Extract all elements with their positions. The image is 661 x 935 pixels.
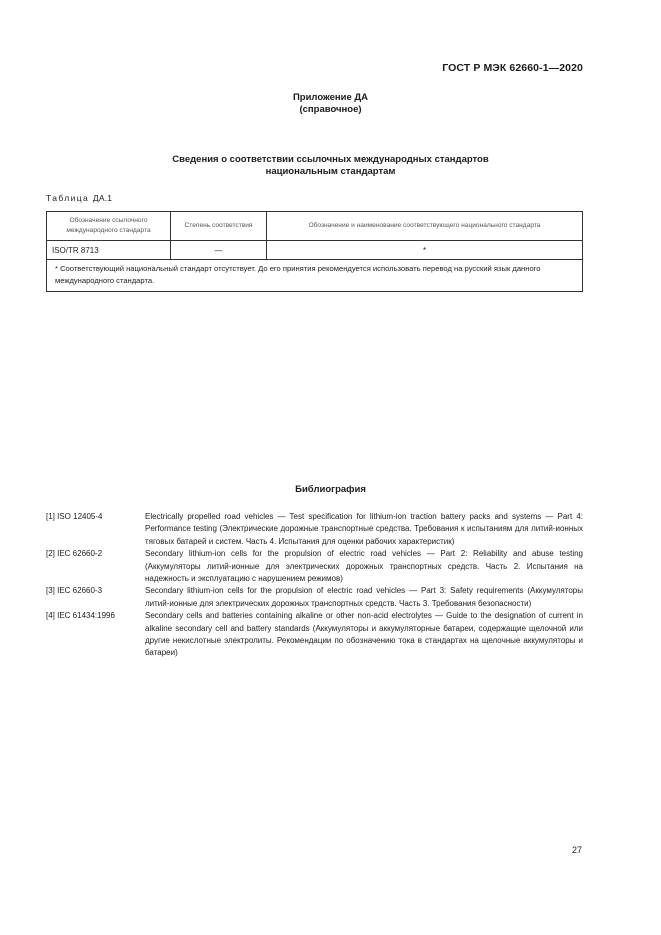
table-caption-number: ДА.1 xyxy=(92,193,113,203)
table-note: * Соответствующий национальный стандарт отсутствует. До его принятия рекомендуется использовать перевод на русский язык данного международного стандарта. xyxy=(47,260,583,292)
appendix-heading xyxy=(0,92,661,116)
bibliography-text: Secondary lithium-ion cells for the propulsion of electric road vehicles — Part 2: Reliability and abuse testing (Аккумуляторы литий-ионные для электрических дорожных транспортных средств. Часть 2. Испытания на надежность и эксплуатацию с нарушением режимов) xyxy=(145,549,583,584)
section-title xyxy=(0,154,661,178)
table-header-cell: Степень соответствия xyxy=(171,212,267,241)
bibliography-ref: [1] ISO 12405-4 xyxy=(46,512,103,521)
appendix-subtitle: (справочное) xyxy=(299,104,362,115)
document-number: ГОСТ Р МЭК 62660-1—2020 xyxy=(442,62,583,74)
table-row xyxy=(47,241,583,260)
table-caption-label: Таблица xyxy=(46,193,90,203)
bibliography-item xyxy=(46,511,583,548)
bibliography-ref: [4] IEC 61434:1996 xyxy=(46,611,115,621)
section-title-line2: национальным стандартам xyxy=(265,166,396,177)
table-header-cell: Обозначение ссылочного международного стандарта xyxy=(47,212,171,241)
table-cell: * xyxy=(267,241,583,260)
bibliography-ref: [2] IEC 62660-2 xyxy=(46,549,103,559)
table-cell: ISO/TR 8713 xyxy=(47,241,171,260)
bibliography-item xyxy=(46,585,583,610)
bibliography-item xyxy=(46,548,583,585)
table-caption xyxy=(46,193,112,203)
table-note-row xyxy=(47,260,583,292)
bibliography-text: Secondary cells and batteries containing alkaline or other non-acid electrolytes — Guide to the designation of current in alkaline secondary cell and battery standards (Аккумуляторы и аккумуляторные батареи, содержащие щелочной или другие некислотные электролиты. Рекомендации по обозначению тока в стандартах на щелочные аккумуляторы и батареи) xyxy=(145,611,583,658)
table-header-cell: Обозначение и наименование соответствующего национального стандарта xyxy=(267,212,583,241)
table-header-row xyxy=(47,212,583,241)
appendix-title: Приложение ДА xyxy=(292,92,369,103)
bibliography-text: Secondary lithium-ion cells for the propulsion of electric road vehicles — Part 3: Safety requirements (Аккумуляторы литий-ионные для электрических дорожных транспортных средств. Часть 3. Требования безопасности) xyxy=(145,586,583,608)
bibliography-ref: [3] IEC 62660-3 xyxy=(46,586,103,596)
section-title-line1: Сведения о соответствии ссылочных международных стандартов xyxy=(172,154,489,165)
page-number: 27 xyxy=(571,845,582,855)
bibliography-title: Библиография xyxy=(295,484,366,495)
bibliography-item xyxy=(46,610,583,660)
bibliography-list xyxy=(46,511,583,660)
table-cell: — xyxy=(171,241,267,260)
bibliography-text: Electrically propelled road vehicles — Test specification for lithium-ion traction battery packs and systems — Part 4: Performance testing (Электрические дорожные транспортные средства. Требования к испытаниям для литий-ионных тяговых батарей и систем. Часть 4. Испытания для оценки рабочих характеристик) xyxy=(145,512,583,546)
correspondence-table xyxy=(46,211,583,292)
